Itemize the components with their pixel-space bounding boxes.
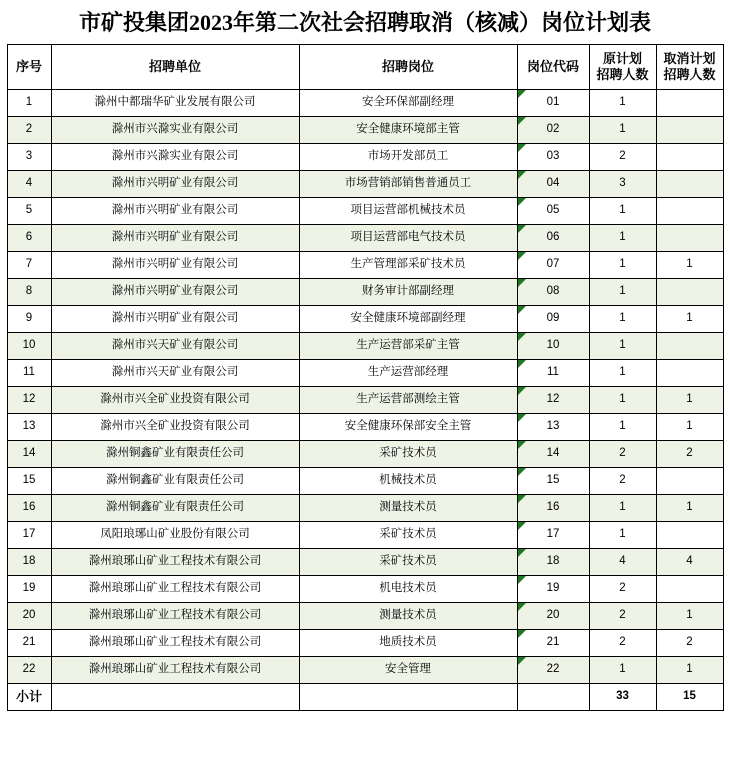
- footer-unit: [51, 684, 299, 711]
- cell-unit: 滁州市兴明矿业有限公司: [51, 306, 299, 333]
- table-row: [7, 252, 723, 279]
- cell-position: 生产运营部经理: [299, 360, 517, 387]
- cell-code: 05: [517, 198, 589, 225]
- cell-position: 安全健康环境部副经理: [299, 306, 517, 333]
- table-row: [7, 495, 723, 522]
- cell-position: 测量技术员: [299, 495, 517, 522]
- table-header: [7, 45, 723, 90]
- footer-label: 小计: [7, 684, 51, 711]
- column-header-cancelled-line1: 取消计划: [663, 50, 716, 66]
- cell-cancelled: 2: [656, 441, 723, 468]
- cell-planned: 1: [589, 279, 656, 306]
- cell-code: 02: [517, 117, 589, 144]
- column-header-cancelled: [656, 45, 723, 90]
- cell-cancelled: [656, 225, 723, 252]
- cell-cancelled: [656, 117, 723, 144]
- cell-cancelled: [656, 468, 723, 495]
- cell-index: 8: [7, 279, 51, 306]
- recruitment-plan-table: [7, 44, 724, 711]
- cell-unit: 滁州市兴明矿业有限公司: [51, 252, 299, 279]
- cell-position: 生产运营部测绘主管: [299, 387, 517, 414]
- cell-cancelled: 1: [656, 306, 723, 333]
- column-header-unit: 招聘单位: [51, 45, 299, 90]
- cell-position: 测量技术员: [299, 603, 517, 630]
- cell-index: 12: [7, 387, 51, 414]
- table-footer: [7, 684, 723, 711]
- table-header-row: [7, 45, 723, 90]
- cell-code: 15: [517, 468, 589, 495]
- cell-planned: 1: [589, 252, 656, 279]
- cell-planned: 2: [589, 576, 656, 603]
- cell-position: 采矿技术员: [299, 549, 517, 576]
- cell-code: 10: [517, 333, 589, 360]
- cell-planned: 2: [589, 144, 656, 171]
- cell-position: 生产运营部采矿主管: [299, 333, 517, 360]
- cell-planned: 1: [589, 495, 656, 522]
- cell-position: 生产管理部采矿技术员: [299, 252, 517, 279]
- cell-cancelled: [656, 144, 723, 171]
- table-row: [7, 576, 723, 603]
- cell-index: 20: [7, 603, 51, 630]
- footer-position: [299, 684, 517, 711]
- table-row: [7, 468, 723, 495]
- cell-planned: 2: [589, 603, 656, 630]
- table-row: [7, 117, 723, 144]
- cell-code: 04: [517, 171, 589, 198]
- cell-cancelled: [656, 576, 723, 603]
- table-row: [7, 522, 723, 549]
- cell-unit: 滁州市兴天矿业有限公司: [51, 333, 299, 360]
- cell-cancelled: 1: [656, 495, 723, 522]
- cell-unit: 滁州市兴全矿业投资有限公司: [51, 387, 299, 414]
- cell-cancelled: 1: [656, 252, 723, 279]
- cell-planned: 1: [589, 657, 656, 684]
- cell-planned: 2: [589, 441, 656, 468]
- cell-index: 15: [7, 468, 51, 495]
- table-row: [7, 333, 723, 360]
- cell-index: 13: [7, 414, 51, 441]
- cell-code: 06: [517, 225, 589, 252]
- cell-position: 项目运营部电气技术员: [299, 225, 517, 252]
- column-header-planned-line2: 招聘人数: [596, 67, 649, 82]
- cell-position: 安全管理: [299, 657, 517, 684]
- cell-planned: 1: [589, 333, 656, 360]
- cell-position: 机械技术员: [299, 468, 517, 495]
- cell-code: 18: [517, 549, 589, 576]
- table-row: [7, 549, 723, 576]
- cell-code: 19: [517, 576, 589, 603]
- cell-unit: 滁州铜鑫矿业有限责任公司: [51, 468, 299, 495]
- footer-cancelled-total: 15: [656, 684, 723, 711]
- cell-unit: 滁州铜鑫矿业有限责任公司: [51, 441, 299, 468]
- table-row: [7, 144, 723, 171]
- cell-cancelled: [656, 360, 723, 387]
- cell-cancelled: 2: [656, 630, 723, 657]
- cell-unit: 滁州琅琊山矿业工程技术有限公司: [51, 549, 299, 576]
- page-title: 市矿投集团2023年第二次社会招聘取消（核减）岗位计划表: [78, 10, 651, 35]
- cell-index: 16: [7, 495, 51, 522]
- cell-cancelled: [656, 198, 723, 225]
- table-row: [7, 360, 723, 387]
- cell-planned: 1: [589, 387, 656, 414]
- cell-index: 10: [7, 333, 51, 360]
- cell-index: 21: [7, 630, 51, 657]
- cell-cancelled: [656, 171, 723, 198]
- cell-cancelled: [656, 279, 723, 306]
- cell-index: 5: [7, 198, 51, 225]
- cell-cancelled: [656, 90, 723, 117]
- cell-position: 安全健康环保部安全主管: [299, 414, 517, 441]
- cell-position: 采矿技术员: [299, 441, 517, 468]
- footer-code: [517, 684, 589, 711]
- table-row: [7, 198, 723, 225]
- cell-code: 03: [517, 144, 589, 171]
- cell-position: 市场开发部员工: [299, 144, 517, 171]
- cell-cancelled: 1: [656, 414, 723, 441]
- cell-cancelled: 1: [656, 387, 723, 414]
- cell-planned: 2: [589, 630, 656, 657]
- cell-code: 11: [517, 360, 589, 387]
- column-header-cancelled-line2: 招聘人数: [663, 67, 716, 82]
- cell-position: 市场营销部销售普通员工: [299, 171, 517, 198]
- cell-unit: 滁州市兴明矿业有限公司: [51, 171, 299, 198]
- cell-position: 安全健康环境部主管: [299, 117, 517, 144]
- table-row: [7, 441, 723, 468]
- cell-code: 09: [517, 306, 589, 333]
- cell-cancelled: 4: [656, 549, 723, 576]
- cell-unit: 滁州琅琊山矿业工程技术有限公司: [51, 630, 299, 657]
- cell-code: 14: [517, 441, 589, 468]
- table-row: [7, 279, 723, 306]
- cell-index: 11: [7, 360, 51, 387]
- cell-unit: 滁州市兴天矿业有限公司: [51, 360, 299, 387]
- cell-unit: 滁州市兴明矿业有限公司: [51, 198, 299, 225]
- table-row: [7, 306, 723, 333]
- cell-index: 2: [7, 117, 51, 144]
- cell-index: 18: [7, 549, 51, 576]
- cell-planned: 1: [589, 225, 656, 252]
- cell-unit: 滁州琅琊山矿业工程技术有限公司: [51, 603, 299, 630]
- cell-code: 21: [517, 630, 589, 657]
- cell-index: 1: [7, 90, 51, 117]
- cell-code: 22: [517, 657, 589, 684]
- cell-position: 财务审计部副经理: [299, 279, 517, 306]
- cell-cancelled: [656, 333, 723, 360]
- table-row: [7, 171, 723, 198]
- cell-position: 机电技术员: [299, 576, 517, 603]
- cell-code: 08: [517, 279, 589, 306]
- cell-unit: 滁州市兴滁实业有限公司: [51, 144, 299, 171]
- cell-unit: 凤阳琅琊山矿业股份有限公司: [51, 522, 299, 549]
- cell-position: 采矿技术员: [299, 522, 517, 549]
- cell-unit: 滁州铜鑫矿业有限责任公司: [51, 495, 299, 522]
- column-header-planned-line1: 原计划: [602, 50, 642, 66]
- table-footer-row: [7, 684, 723, 711]
- cell-code: 16: [517, 495, 589, 522]
- cell-cancelled: [656, 522, 723, 549]
- cell-index: 22: [7, 657, 51, 684]
- cell-planned: 1: [589, 306, 656, 333]
- cell-index: 3: [7, 144, 51, 171]
- cell-unit: 滁州市兴明矿业有限公司: [51, 225, 299, 252]
- cell-position: 项目运营部机械技术员: [299, 198, 517, 225]
- cell-planned: 1: [589, 360, 656, 387]
- table-row: [7, 90, 723, 117]
- cell-planned: 1: [589, 414, 656, 441]
- cell-index: 4: [7, 171, 51, 198]
- cell-index: 17: [7, 522, 51, 549]
- cell-unit: 滁州市兴全矿业投资有限公司: [51, 414, 299, 441]
- cell-code: 01: [517, 90, 589, 117]
- column-header-index: 序号: [7, 45, 51, 90]
- table-row: [7, 630, 723, 657]
- cell-position: 安全环保部副经理: [299, 90, 517, 117]
- cell-planned: 3: [589, 171, 656, 198]
- cell-code: 07: [517, 252, 589, 279]
- cell-planned: 2: [589, 468, 656, 495]
- table-row: [7, 414, 723, 441]
- table-row: [7, 657, 723, 684]
- cell-code: 12: [517, 387, 589, 414]
- cell-planned: 1: [589, 522, 656, 549]
- cell-unit: 滁州琅琊山矿业工程技术有限公司: [51, 576, 299, 603]
- cell-index: 9: [7, 306, 51, 333]
- column-header-position: 招聘岗位: [299, 45, 517, 90]
- cell-index: 14: [7, 441, 51, 468]
- cell-index: 7: [7, 252, 51, 279]
- cell-position: 地质技术员: [299, 630, 517, 657]
- table-row: [7, 225, 723, 252]
- cell-unit: 滁州中都瑞华矿业发展有限公司: [51, 90, 299, 117]
- cell-code: 20: [517, 603, 589, 630]
- cell-index: 6: [7, 225, 51, 252]
- footer-planned-total: 33: [589, 684, 656, 711]
- cell-planned: 1: [589, 90, 656, 117]
- table-body: [7, 90, 723, 684]
- cell-planned: 4: [589, 549, 656, 576]
- cell-cancelled: 1: [656, 657, 723, 684]
- cell-unit: 滁州琅琊山矿业工程技术有限公司: [51, 657, 299, 684]
- cell-planned: 1: [589, 198, 656, 225]
- cell-index: 19: [7, 576, 51, 603]
- cell-code: 17: [517, 522, 589, 549]
- table-row: [7, 603, 723, 630]
- column-header-planned: [589, 45, 656, 90]
- cell-code: 13: [517, 414, 589, 441]
- table-row: [7, 387, 723, 414]
- cell-planned: 1: [589, 117, 656, 144]
- column-header-code: 岗位代码: [517, 45, 589, 90]
- cell-unit: 滁州市兴明矿业有限公司: [51, 279, 299, 306]
- cell-unit: 滁州市兴滁实业有限公司: [51, 117, 299, 144]
- cell-cancelled: 1: [656, 603, 723, 630]
